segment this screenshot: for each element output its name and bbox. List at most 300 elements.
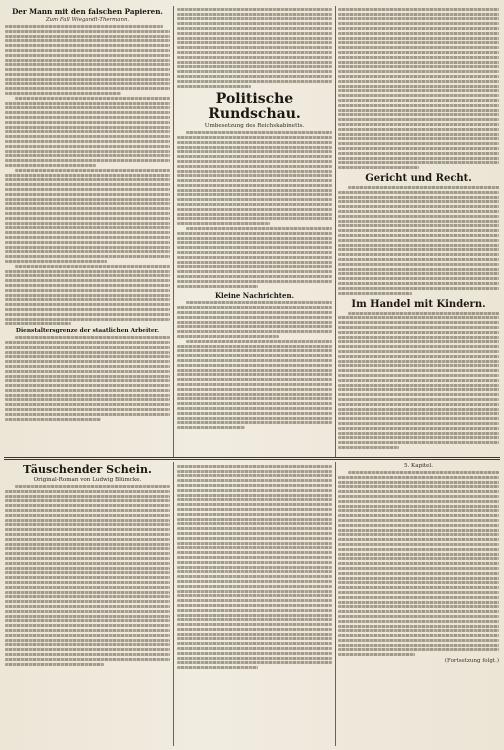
text-line [5, 313, 170, 316]
text-line [177, 642, 332, 645]
text-line [177, 311, 332, 314]
text-line [5, 49, 170, 52]
text-line [177, 51, 332, 54]
text-line [5, 318, 170, 321]
text-line [5, 154, 170, 157]
text-line [177, 85, 251, 88]
text-line [338, 364, 499, 367]
text-line [177, 75, 332, 78]
text-line [5, 514, 170, 517]
text-line [177, 146, 332, 149]
text-line [177, 484, 332, 487]
text-line [5, 519, 170, 522]
text-line [338, 142, 499, 145]
text-line [5, 547, 170, 550]
text-line [177, 251, 332, 254]
text-line [338, 548, 499, 551]
text-line [186, 227, 332, 230]
text-line [338, 629, 499, 632]
text-line [338, 277, 499, 280]
text-line [5, 619, 170, 622]
text-line [177, 285, 258, 288]
text-line [177, 27, 332, 30]
text-line [338, 41, 499, 44]
text-line [177, 479, 332, 482]
text-line [338, 229, 499, 232]
text-line [177, 542, 332, 545]
text-line [177, 349, 332, 352]
text-line [5, 624, 170, 627]
text-line [338, 27, 499, 30]
text-line [348, 186, 499, 189]
heading-handel-mit-kindern: Im Handel mit Kindern. [351, 298, 486, 310]
text-line [177, 421, 332, 424]
text-line [5, 303, 170, 306]
text-line [177, 32, 332, 35]
text-line [338, 113, 499, 116]
headline-politische-rundschau: Politische Rundschau. [208, 90, 301, 122]
text-line [5, 610, 170, 613]
text-line [338, 80, 499, 83]
text-line [5, 658, 170, 661]
text-line [338, 331, 499, 334]
article-body-6 [338, 8, 499, 169]
column-2 [177, 6, 332, 431]
text-line [15, 97, 170, 100]
text-line [338, 605, 499, 608]
text-line [338, 441, 499, 444]
text-line [5, 73, 170, 76]
text-line [5, 571, 170, 574]
text-line [177, 585, 332, 588]
text-line [338, 615, 499, 618]
text-line [338, 224, 499, 227]
text-line [5, 63, 170, 66]
text-line [177, 359, 332, 362]
text-line [177, 378, 332, 381]
text-line [338, 128, 499, 131]
text-line [177, 61, 332, 64]
text-line [177, 203, 332, 206]
text-line [177, 614, 332, 617]
text-line [5, 413, 170, 416]
text-line [5, 250, 170, 253]
text-line [5, 130, 170, 133]
subheadline-kabinett: Umbesetzung des Reichskabinetts. [204, 123, 305, 130]
text-line [177, 575, 332, 578]
text-line [338, 634, 499, 637]
text-line [338, 610, 499, 613]
text-line [338, 17, 499, 20]
text-line [177, 546, 332, 549]
text-line [177, 306, 332, 309]
text-line [338, 432, 499, 435]
text-line [177, 666, 258, 669]
text-line [177, 393, 332, 396]
text-line [338, 8, 499, 11]
text-line [5, 398, 170, 401]
text-line [338, 500, 499, 503]
text-line [5, 78, 170, 81]
text-line [177, 189, 332, 192]
text-line [338, 292, 412, 295]
text-line [5, 653, 170, 656]
text-line [338, 538, 499, 541]
text-line [338, 553, 499, 556]
text-line [177, 494, 332, 497]
text-line [177, 335, 279, 338]
serial-byline: Original-Roman von Ludwig Blümcke. [33, 477, 142, 484]
text-line [5, 236, 170, 239]
column-rule-3 [173, 462, 174, 746]
text-line [338, 336, 499, 339]
text-line [177, 354, 332, 357]
text-line [338, 133, 499, 136]
text-line [177, 184, 332, 187]
text-line [5, 188, 170, 191]
headline-false-papers: Der Mann mit den falschen Papieren. [12, 7, 163, 16]
text-line [338, 485, 499, 488]
text-line [5, 490, 170, 493]
text-line [177, 609, 332, 612]
text-line [5, 418, 101, 421]
text-line [338, 591, 499, 594]
text-line [338, 239, 499, 242]
text-line [186, 131, 332, 134]
text-line [177, 261, 332, 264]
text-line [177, 465, 332, 468]
text-line [5, 212, 170, 215]
text-line [5, 322, 71, 325]
text-line [338, 94, 499, 97]
text-line [177, 70, 332, 73]
heading-dienstaltersgrenze: Dienstaltersgrenze der staatlichen Arbeiter. [15, 328, 160, 335]
serial-column-3 [338, 463, 499, 664]
text-line [177, 364, 332, 367]
text-line [177, 417, 332, 420]
text-line [177, 518, 332, 521]
text-line [5, 92, 121, 95]
text-line [177, 527, 332, 530]
column-rule-4 [335, 462, 336, 746]
text-line [5, 576, 170, 579]
text-line [5, 394, 170, 397]
text-line [5, 495, 170, 498]
text-line [177, 275, 332, 278]
text-line [5, 639, 170, 642]
text-line [338, 196, 499, 199]
text-line [338, 321, 499, 324]
text-line [338, 519, 499, 522]
text-line [5, 643, 170, 646]
text-line [338, 476, 499, 479]
text-line [338, 272, 499, 275]
text-line [5, 605, 170, 608]
serial-column-2 [177, 463, 332, 671]
text-line [5, 226, 170, 229]
text-line [5, 648, 170, 651]
text-line [177, 136, 332, 139]
text-line [177, 208, 332, 211]
text-line [177, 604, 332, 607]
text-line [338, 287, 499, 290]
text-line [177, 270, 332, 273]
text-line [5, 528, 170, 531]
column-3 [338, 6, 499, 451]
text-line [177, 556, 332, 559]
text-line [5, 284, 170, 287]
text-line [338, 648, 499, 651]
text-line [177, 633, 332, 636]
text-line [177, 65, 332, 68]
article-body-7 [338, 186, 499, 295]
text-line [177, 265, 332, 268]
text-line [5, 274, 170, 277]
text-line [338, 355, 499, 358]
serial-column-1 [5, 463, 170, 667]
text-line [5, 102, 170, 105]
text-line [338, 157, 499, 160]
text-line [5, 351, 170, 354]
text-line [177, 155, 332, 158]
text-line [5, 150, 170, 153]
text-line [5, 308, 170, 311]
text-line [5, 260, 107, 263]
text-line [177, 412, 332, 415]
text-line [338, 625, 499, 628]
text-line [5, 44, 170, 47]
text-line [5, 279, 170, 282]
text-line [338, 388, 499, 391]
serial-divider [4, 457, 500, 458]
text-line [338, 393, 499, 396]
text-line [177, 388, 332, 391]
text-line [177, 321, 332, 324]
text-line [338, 161, 499, 164]
text-line [338, 200, 499, 203]
text-line [5, 116, 170, 119]
text-line [5, 379, 170, 382]
text-line [177, 426, 245, 429]
text-line [338, 384, 499, 387]
text-line [338, 577, 499, 580]
text-line [5, 178, 170, 181]
text-line [338, 398, 499, 401]
text-line [177, 570, 332, 573]
text-line [338, 22, 499, 25]
text-line [177, 508, 332, 511]
text-line [338, 104, 499, 107]
text-line [338, 533, 499, 536]
text-line [5, 126, 170, 129]
text-line [177, 618, 332, 621]
text-line [177, 657, 332, 660]
text-line [338, 118, 499, 121]
text-line [177, 213, 332, 216]
text-line [177, 174, 332, 177]
text-line [338, 601, 499, 604]
text-line [5, 403, 170, 406]
text-line [177, 594, 332, 597]
text-line [338, 137, 499, 140]
article-body-3 [177, 8, 332, 88]
text-line [177, 580, 332, 583]
text-line [338, 620, 499, 623]
text-line [5, 538, 170, 541]
text-line [177, 241, 332, 244]
text-line [5, 217, 170, 220]
text-line [15, 265, 170, 268]
text-line [5, 54, 170, 57]
text-line [338, 220, 499, 223]
article-body-4 [177, 131, 332, 288]
text-line [338, 653, 415, 656]
text-line [177, 623, 332, 626]
text-line [338, 412, 499, 415]
text-line [177, 489, 332, 492]
serial-divider-2 [4, 459, 500, 460]
text-line [177, 383, 332, 386]
text-line [177, 193, 332, 196]
text-line [177, 256, 332, 259]
text-line [177, 474, 332, 477]
text-line [5, 140, 170, 143]
text-line [177, 513, 332, 516]
text-line [177, 345, 332, 348]
text-line [5, 523, 170, 526]
text-line [177, 246, 332, 249]
text-line [338, 495, 499, 498]
text-line [15, 485, 170, 488]
text-line [5, 270, 170, 273]
text-line [338, 326, 499, 329]
text-line [5, 581, 170, 584]
text-line [5, 365, 170, 368]
text-line [338, 85, 499, 88]
text-line [177, 402, 332, 405]
text-line [5, 375, 170, 378]
text-line [5, 586, 170, 589]
text-line [177, 330, 332, 333]
text-line [338, 417, 499, 420]
text-line [338, 403, 499, 406]
text-line [338, 581, 499, 584]
text-line [348, 312, 499, 315]
text-line [338, 345, 499, 348]
text-line [5, 106, 170, 109]
article-body-1 [5, 25, 170, 325]
text-line [15, 169, 170, 172]
text-line [177, 17, 332, 20]
text-line [5, 567, 170, 570]
text-line [5, 198, 170, 201]
text-line [5, 222, 170, 225]
serial-body-2 [177, 465, 332, 669]
text-line [5, 68, 170, 71]
text-line [5, 82, 170, 85]
text-line [338, 562, 499, 565]
text-line [177, 369, 332, 372]
text-line [338, 505, 499, 508]
text-line [177, 532, 332, 535]
text-line [186, 340, 332, 343]
text-line [177, 647, 332, 650]
text-line [5, 663, 104, 666]
text-line [5, 533, 170, 536]
text-line [5, 499, 170, 502]
text-line [177, 397, 332, 400]
text-line [338, 51, 499, 54]
text-line [338, 166, 419, 169]
text-line [338, 379, 499, 382]
text-line [338, 89, 499, 92]
text-line [5, 408, 170, 411]
text-line [177, 537, 332, 540]
text-line [338, 46, 499, 49]
article-body-8 [338, 312, 499, 449]
text-line [5, 183, 170, 186]
text-line [177, 561, 332, 564]
text-line [5, 193, 170, 196]
text-line [186, 301, 332, 304]
text-line [177, 37, 332, 40]
text-line [177, 407, 332, 410]
text-line [338, 644, 499, 647]
text-line [177, 13, 332, 16]
text-line [5, 202, 170, 205]
text-line [5, 600, 170, 603]
text-line [5, 355, 170, 358]
column-rule-1 [173, 6, 174, 458]
text-line [5, 360, 170, 363]
text-line [5, 59, 170, 62]
text-line [177, 373, 332, 376]
text-line [338, 32, 499, 35]
text-line [338, 408, 499, 411]
text-line [177, 198, 332, 201]
text-line [338, 422, 499, 425]
text-line [338, 99, 499, 102]
text-line [5, 294, 170, 297]
text-line [5, 370, 170, 373]
serial-continuation: (Fortsetzung folgt.) [444, 658, 499, 665]
text-line [177, 222, 270, 225]
text-line [5, 164, 96, 167]
text-line [5, 255, 170, 258]
text-line [177, 316, 332, 319]
text-line [5, 552, 170, 555]
text-line [348, 471, 499, 474]
text-line [338, 436, 499, 439]
text-line [5, 384, 170, 387]
text-line [338, 340, 499, 343]
text-line [177, 590, 332, 593]
text-line [338, 210, 499, 213]
text-line [177, 160, 332, 163]
text-line [5, 629, 170, 632]
text-line [5, 135, 170, 138]
text-line [5, 615, 170, 618]
text-line [338, 557, 499, 560]
text-line [338, 205, 499, 208]
text-line [338, 427, 499, 430]
text-line [15, 336, 170, 339]
text-line [338, 37, 499, 40]
text-line [5, 557, 170, 560]
text-line [177, 179, 332, 182]
text-line [338, 234, 499, 237]
text-line [338, 350, 499, 353]
